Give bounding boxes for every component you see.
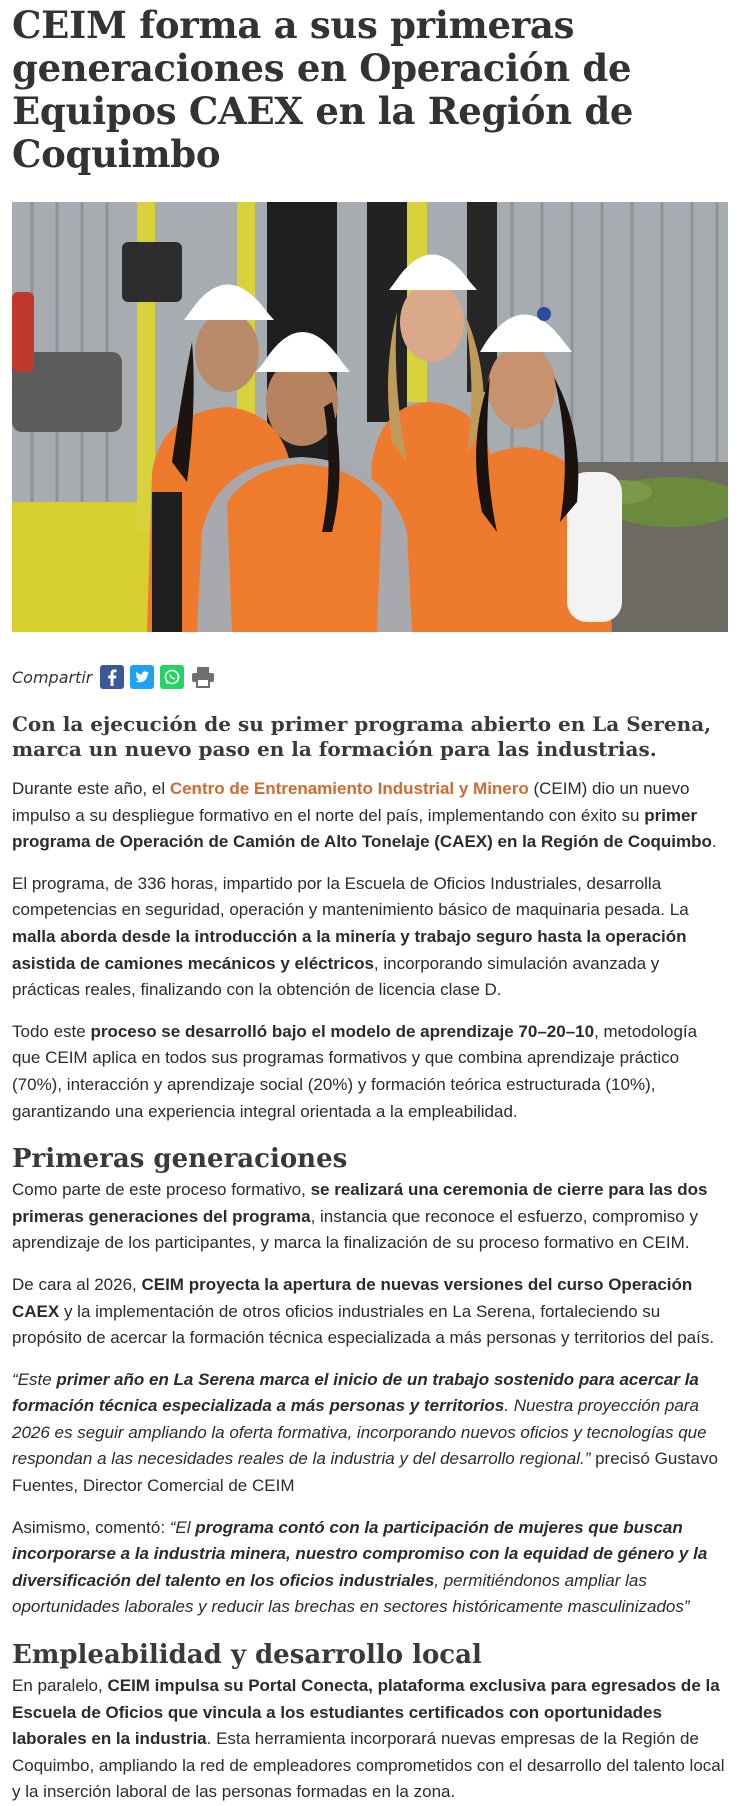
paragraph-2026: De cara al 2026, CEIM proyecta la apertura de nuevas versiones del curso Operación CAEX y la implementación de otros oficios industriales en La Serena, fortaleciendo su propósito de acercar la formación técnica especializada a más personas y territorios del país. bbox=[12, 1274, 715, 1348]
paragraph-program: El programa, de 336 horas, impartido por la Escuela de Oficios Industriales, desarrolla competencias en seguridad, operación y mantenimiento básico de maquinaria pesada. La malla aborda desde la introducción a la minería y trabajo seguro hasta la operación asistida de camiones mecánicos y eléctricos, incorporando simulación avanzada y prácticas reales, finalizando con la obtención de licencia clase D. bbox=[12, 873, 689, 1000]
facebook-icon[interactable] bbox=[100, 665, 124, 689]
section-heading-generaciones: Primeras generaciones bbox=[12, 1144, 348, 1175]
article bbox=[0, 4, 740, 1806]
share-bar bbox=[12, 662, 728, 692]
article-title: CEIM forma a sus primeras generaciones en Operación de Equipos CAEX en la Región de Coquimbo bbox=[12, 3, 634, 176]
hero-photo bbox=[12, 202, 728, 632]
twitter-icon[interactable] bbox=[130, 665, 154, 689]
share-label: Compartir bbox=[12, 667, 93, 687]
quote-equidad: Asimismo, comentó: “El programa contó con la participación de mujeres que buscan incorporarse a la industria minera, nuestro compromiso con la equidad de género y la diversificación del talento en los oficios industriales, permitiéndonos ampliar las oportunidades laborales y reducir las brechas en sectores históricamente masculinizados” bbox=[12, 1517, 708, 1617]
hero-photo-illustration bbox=[12, 202, 728, 632]
whatsapp-icon[interactable] bbox=[160, 665, 184, 689]
paragraph-ceremony: Como parte de este proceso formativo, se realizará una ceremonia de cierre para las dos primeras generaciones del programa, instancia que reconoce el esfuerzo, compromiso y aprendizaje de los participantes, y marca la finalización de su proceso formativo en CEIM. bbox=[12, 1180, 708, 1253]
section-heading-empleabilidad: Empleabilidad y desarrollo local bbox=[12, 1640, 482, 1671]
quote-gustavo-fuentes: “Este primer año en La Serena marca el inicio de un trabajo sostenido para acercar la formación técnica especializada a más personas y territorios. Nuestra proyección para 2026 es seguir ampliando la oferta formativa, incorporando nuevos oficios y tecnologías que respondan a las necesidades reales de la industria y del desarrollo regional.” precisó Gustavo Fuentes, Director Comercial de CEIM bbox=[12, 1369, 718, 1496]
article-lead: Con la ejecución de su primer programa abierto en La Serena, marca un nuevo paso en la formación para las industrias. bbox=[12, 712, 712, 761]
paragraph-intro: Durante este año, el Centro de Entrenamiento Industrial y Minero (CEIM) dio un nuevo impulso a su despliegue formativo en el norte del país, implementando con éxito su primer programa de Operación de Camión de Alto Tonelaje (CAEX) en la Región de Coquimbo. bbox=[12, 779, 717, 852]
paragraph-portal-conecta: En paralelo, CEIM impulsa su Portal Conecta, plataforma exclusiva para egresados de la Escuela de Oficios que vincula a los estudiantes certificados con oportunidades laborales en la industria. Esta herramienta incorporará nuevas empresas de la Región de Coquimbo, ampliando la red de empleadores comprometidos con el desarrollo del talento local y la inserción laboral de las personas formadas en la zona. bbox=[12, 1676, 725, 1802]
paragraph-methodology: Todo este proceso se desarrolló bajo el modelo de aprendizaje 70–20–10, metodología que CEIM aplica en todos sus programas formativos y que combina aprendizaje práctico (70%), interacción y aprendizaje social (20%) y formación teórica estructurada (10%), garantizando una experiencia integral orientada a la empleabilidad. bbox=[12, 1021, 698, 1121]
print-icon[interactable] bbox=[190, 665, 214, 689]
ceim-link[interactable]: Centro de Entrenamiento Industrial y Minero bbox=[169, 779, 529, 798]
